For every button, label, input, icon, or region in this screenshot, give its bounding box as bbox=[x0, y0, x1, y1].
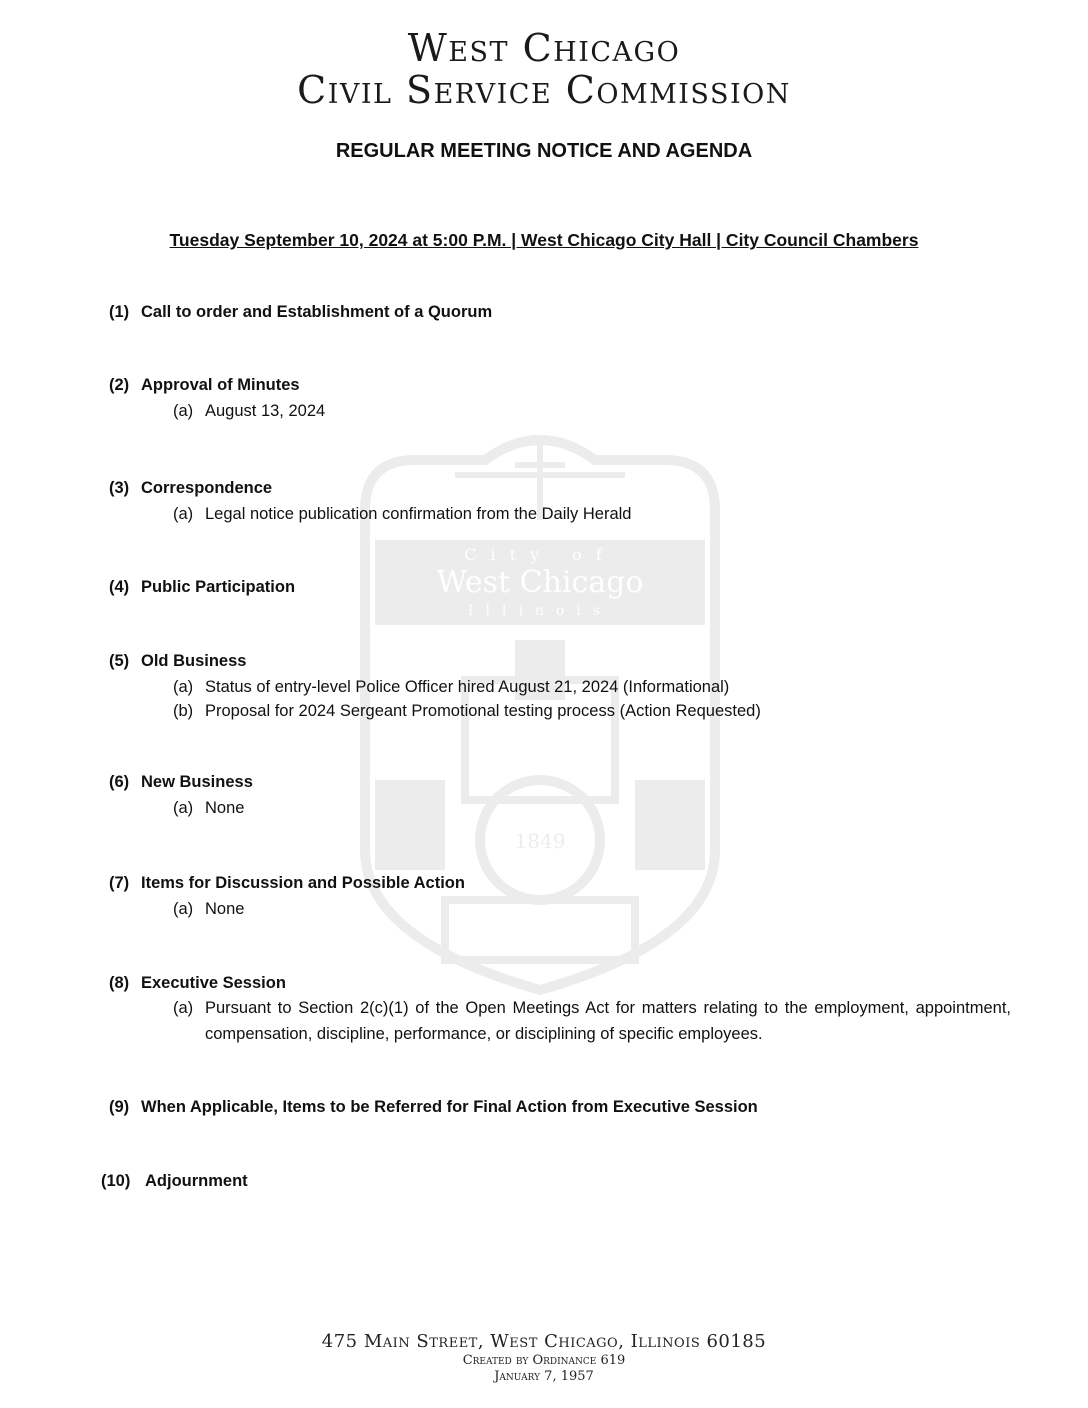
agenda-item-10 bbox=[101, 1171, 248, 1191]
footer-ordinance: Created by Ordinance 619 bbox=[462, 1353, 626, 1368]
item-number: (10) bbox=[101, 1172, 131, 1190]
agenda-item-5 bbox=[109, 651, 246, 671]
commission-name-line2: Civil Service Commission bbox=[297, 68, 791, 112]
subitem-text: Proposal for 2024 Sergeant Promotional testing process (Action Requested) bbox=[205, 702, 761, 720]
subitem-label: (a) bbox=[173, 900, 194, 918]
agenda-subitem-5b bbox=[173, 701, 761, 721]
agenda-subitem-8a bbox=[173, 995, 1011, 1047]
commission-name-line1: West Chicago bbox=[407, 26, 681, 70]
item-title: Old Business bbox=[141, 652, 247, 670]
item-number: (1) bbox=[109, 303, 130, 321]
item-title: New Business bbox=[141, 773, 253, 791]
item-title: Items for Discussion and Possible Action bbox=[141, 874, 465, 892]
seal-name: West Chicago bbox=[436, 565, 644, 600]
subitem-text: Status of entry-level Police Officer hired August 21, 2024 (Informational) bbox=[205, 678, 730, 696]
subitem-text: None bbox=[205, 900, 245, 918]
item-number: (3) bbox=[109, 479, 130, 497]
agenda-item-3 bbox=[109, 478, 272, 498]
item-number: (5) bbox=[109, 652, 130, 670]
subitem-text: None bbox=[205, 799, 245, 817]
agenda-subitem-6a bbox=[173, 798, 244, 818]
agenda-item-8 bbox=[109, 973, 286, 993]
item-title: Executive Session bbox=[141, 974, 286, 992]
document-title: REGULAR MEETING NOTICE AND AGENDA bbox=[335, 140, 753, 162]
item-title: Call to order and Establishment of a Quorum bbox=[141, 303, 493, 321]
meeting-details: Tuesday September 10, 2024 at 5:00 P.M. | West Chicago City Hall | City Council Chambers bbox=[169, 230, 919, 250]
subitem-label: (a) bbox=[173, 678, 194, 696]
item-number: (2) bbox=[109, 376, 130, 394]
item-number: (6) bbox=[109, 773, 130, 791]
agenda-subitem-7a bbox=[173, 899, 244, 919]
item-title: Public Participation bbox=[141, 578, 296, 596]
item-number: (7) bbox=[109, 874, 130, 892]
subitem-text: Legal notice publication confirmation from the Daily Herald bbox=[205, 505, 632, 523]
item-number: (4) bbox=[109, 578, 130, 596]
item-title: Approval of Minutes bbox=[141, 376, 300, 394]
subitem-label: (a) bbox=[173, 505, 194, 523]
footer-address: 475 Main Street, West Chicago, Illinois 60185 bbox=[321, 1331, 767, 1352]
seal-state: Illinois bbox=[467, 603, 613, 619]
agenda-item-1 bbox=[109, 302, 492, 322]
subitem-label: (a) bbox=[173, 999, 194, 1017]
subitem-label: (b) bbox=[173, 702, 194, 720]
agenda-item-4 bbox=[109, 577, 295, 597]
subitem-text: August 13, 2024 bbox=[205, 402, 326, 420]
agenda-subitem-3a bbox=[173, 504, 631, 524]
item-title: Correspondence bbox=[141, 479, 273, 497]
seal-year: 1849 bbox=[514, 829, 566, 853]
agenda-subitem-2a bbox=[173, 401, 325, 421]
subitem-label: (a) bbox=[173, 799, 194, 817]
item-number: (9) bbox=[109, 1098, 130, 1116]
agenda-subitem-5a bbox=[173, 677, 729, 697]
agenda-item-2 bbox=[109, 375, 300, 395]
agenda-item-7 bbox=[109, 873, 465, 893]
item-number: (8) bbox=[109, 974, 130, 992]
item-title: Adjournment bbox=[145, 1172, 248, 1190]
seal-city-of: City of bbox=[464, 545, 616, 564]
agenda-item-6 bbox=[109, 772, 253, 792]
agenda-item-9 bbox=[109, 1097, 758, 1117]
item-title: When Applicable, Items to be Referred for Final Action from Executive Session bbox=[141, 1098, 758, 1116]
footer-date: January 7, 1957 bbox=[494, 1369, 594, 1384]
subitem-text: Pursuant to Section 2(c)(1) of the Open Meetings Act for matters relating to the employment, appointment, compensation, discipline, performance, or disciplining of specific employees. bbox=[205, 999, 1011, 1043]
subitem-label: (a) bbox=[173, 402, 194, 420]
